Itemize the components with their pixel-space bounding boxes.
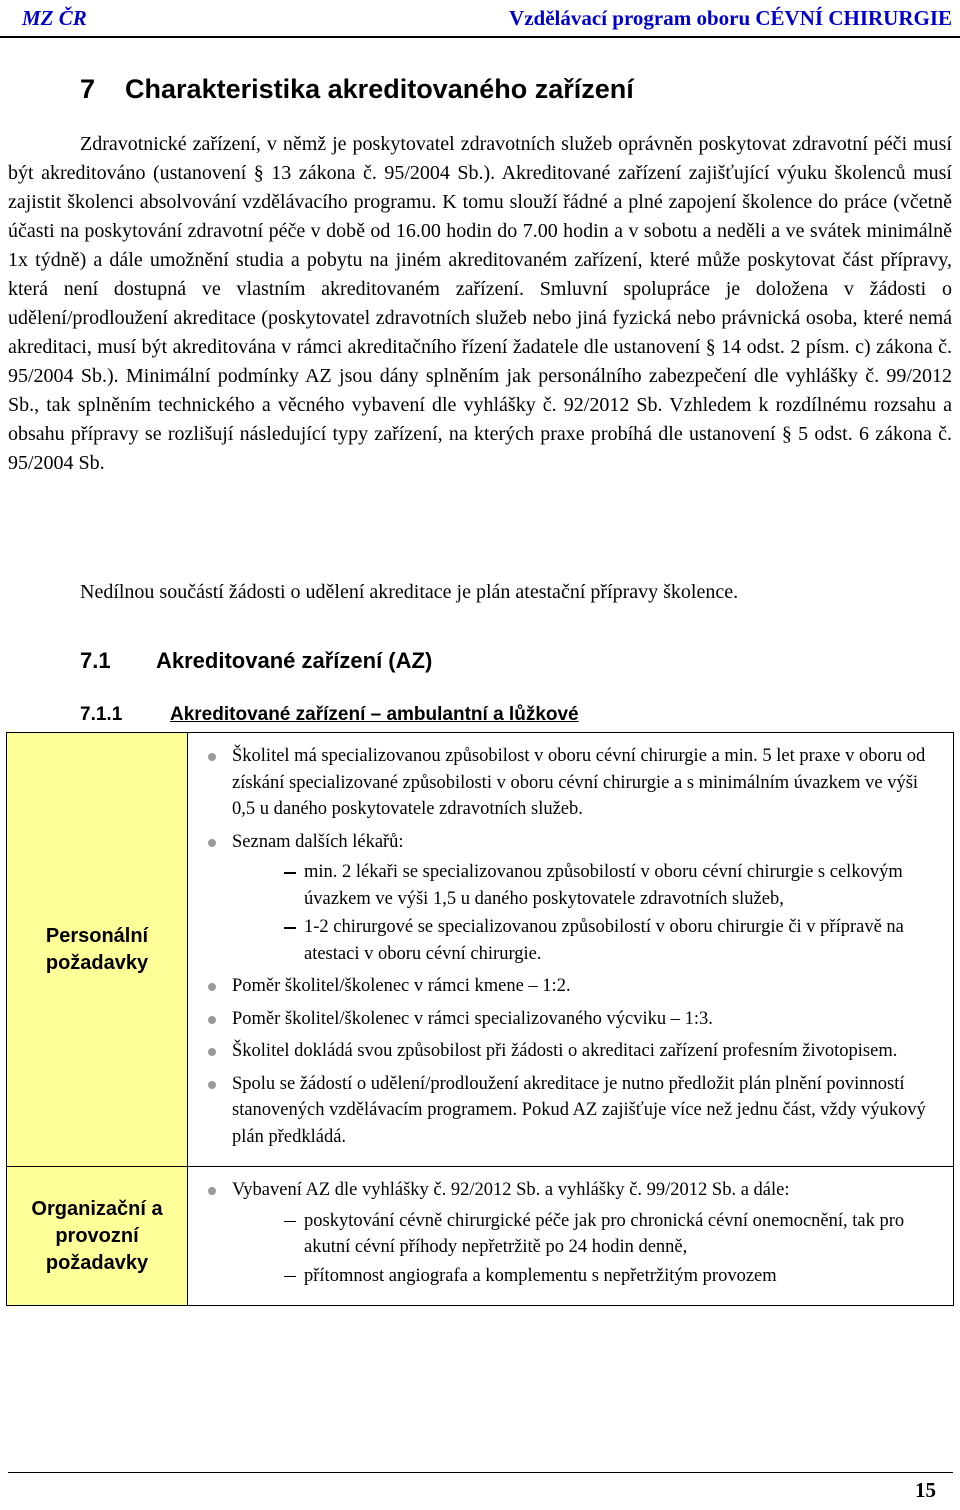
list-item-text: Seznam dalších lékařů: bbox=[232, 831, 404, 852]
bullet-list bbox=[198, 743, 937, 1150]
list-item bbox=[198, 829, 937, 968]
list-item-text: Vybavení AZ dle vyhlášky č. 92/2012 Sb. a vyhlášky č. 99/2012 Sb. a dále: bbox=[232, 1180, 790, 1200]
page-number: 15 bbox=[915, 1478, 936, 1502]
section-7-1-heading bbox=[80, 648, 432, 674]
section-7-1-title: Akreditované zařízení (AZ) bbox=[156, 648, 433, 673]
table-row bbox=[7, 1167, 954, 1306]
requirement-category-label: Organizační a provozní požadavky bbox=[7, 1167, 188, 1306]
section-7-1-1-number: 7.1.1 bbox=[80, 704, 123, 725]
list-item-text: Poměr školitel/školenec v rámci kmene – 1:2. bbox=[232, 976, 571, 996]
footer-divider bbox=[8, 1472, 953, 1473]
header-ministry: MZ ČR bbox=[22, 6, 87, 30]
sub-list-item: poskytování cévně chirurgické péče jak pro chronická cévní onemocnění, tak pro akutní cévní příhody nepřetržitě po 24 hodin denně, bbox=[270, 1208, 937, 1261]
chapter-title: Charakteristika akreditovaného zařízení bbox=[125, 74, 634, 104]
requirement-content bbox=[188, 733, 954, 1167]
chapter-heading bbox=[80, 74, 634, 105]
bullet-list bbox=[198, 1177, 937, 1289]
list-item bbox=[198, 1038, 937, 1065]
page-header bbox=[0, 0, 960, 38]
header-program-title: Vzdělávací program oboru CÉVNÍ CHIRURGIE bbox=[509, 6, 952, 30]
list-item bbox=[198, 973, 937, 1000]
table-row bbox=[7, 733, 954, 1167]
list-item-text: Spolu se žádostí o udělení/prodloužení akreditace je nutno předložit plán plnění povinností stanovených vzdělávacím programem. Pokud AZ zajišťuje více než jednu část, vždy výukový plán předkládá. bbox=[232, 1073, 926, 1147]
requirement-category-label: Personální požadavky bbox=[7, 733, 188, 1167]
requirements-table bbox=[6, 732, 954, 1306]
sub-list-item: min. 2 lékaři se specializovanou způsobilostí v oboru cévní chirurgie s celkovým úvazkem ve výši 1,5 u daného poskytovatele zdravotních služeb, bbox=[270, 859, 937, 912]
list-item bbox=[198, 1006, 937, 1033]
sub-list-item: 1-2 chirurgové se specializovanou způsobilostí v oboru chirurgie či v přípravě na atestaci v oboru cévní chirurgie. bbox=[270, 914, 937, 967]
list-item-text: Školitel dokládá svou způsobilost při žádosti o akreditaci zařízení profesním životopisem. bbox=[232, 1041, 898, 1061]
chapter-number: 7 bbox=[80, 74, 96, 104]
section-7-1-1-heading bbox=[80, 704, 579, 726]
list-item-text: Poměr školitel/školenec v rámci specializovaného výcviku – 1:3. bbox=[232, 1008, 713, 1029]
dash-list bbox=[232, 859, 937, 967]
list-item bbox=[198, 743, 937, 823]
section-7-1-number: 7.1 bbox=[80, 648, 111, 673]
sub-list-item: přítomnost angiografa a komplementu s nepřetržitým provozem bbox=[270, 1263, 937, 1290]
intro-paragraph: Zdravotnické zařízení, v němž je poskytovatel zdravotních služeb oprávněn poskytovat zdravotní péči musí být akreditováno (ustanovení § 13 zákona č. 95/2004 Sb.). Akreditované zařízení zajišťující výuku školenců musí zajistit školenci absolvování vzdělávacího programu. K tomu slouží řádné a plné zapojení školence do práce (včetně účasti na poskytování zdravotní péče v době od 16.00 hodin do 7.00 hodin a v sobotu a neděli a ve svátek minimálně 1x týdně) a dále umožnění studia a pobytu na jiném akreditovaném zařízení, které může poskytovat část přípravy, která není dostupná ve vlastním akreditovaném zařízení. Smluvní spolupráce je doložena v žádosti o udělení/prodloužení akreditace (poskytovatel zdravotních služeb nebo jiná fyzická nebo právnická osoba, které nemá akreditaci, musí být akreditována v rámci akreditačního řízení žadatele dle ustanovení § 14 odst. 2 písm. c) zákona č. 95/2004 Sb.). Minimální podmínky AZ jsou dány splněním jak personálního zabezpečení dle vyhlášky č. 99/2012 Sb., tak splněním technického a věcného vybavení dle vyhlášky č. 92/2012 Sb. Vzhledem k rozdílnému rozsahu a obsahu přípravy se rozlišují následující typy zařízení, na kterých praxe probíhá dle ustanovení § 5 odst. 6 zákona č. 95/2004 Sb. bbox=[8, 133, 952, 474]
dash-list bbox=[232, 1208, 937, 1290]
closing-paragraph: Nedílnou součástí žádosti o udělení akreditace je plán atestační přípravy školence. bbox=[80, 581, 739, 603]
list-item bbox=[198, 1177, 937, 1289]
list-item bbox=[198, 1071, 937, 1151]
requirement-content bbox=[188, 1167, 954, 1306]
section-7-1-1-title: Akreditované zařízení – ambulantní a lůžkové bbox=[170, 704, 579, 725]
list-item-text: Školitel má specializovanou způsobilost v oboru cévní chirurgie a min. 5 let praxe v oboru od získání specializované způsobilosti v oboru cévní chirurgie a s minimálním úvazkem ve výši 0,5 u daného poskytovatele zdravotních služeb. bbox=[232, 746, 926, 819]
